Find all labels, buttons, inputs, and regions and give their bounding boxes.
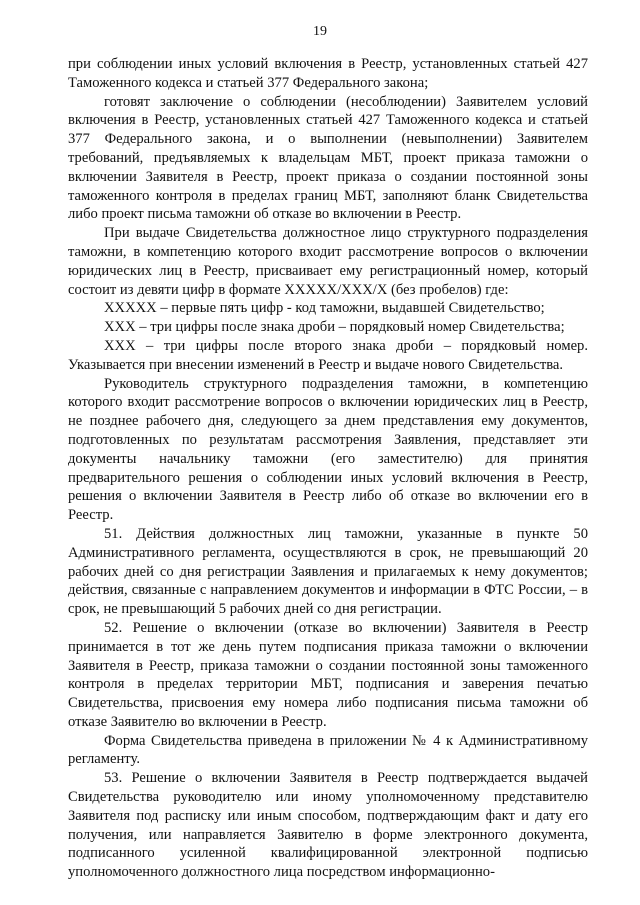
paragraph: 51. Действия должностных лиц таможни, указанные в пункте 50 Административного регламента, осуществляются в срок, не превышающий 20 рабочих дней со дня регистрации Заявления и прилагаемых к нему документов; действия, связанные с направлением документов и информации в ФТС России, – в срок, не превышающий 5 рабочих дней со дня регистрации. — [68, 525, 588, 618]
paragraph: При выдаче Свидетельства должностное лицо структурного подразделения таможни, в компетенцию которого входит рассмотрение вопросов о включении юридических лиц в Реестр, присваивает ему регистрационный номер, который состоит из девяти цифр в формате XXXXX/XXX/X (без пробелов) где: — [68, 225, 588, 298]
paragraph: Форма Свидетельства приведена в приложении № 4 к Административному регламенту. — [68, 732, 588, 768]
page-number: 19 — [313, 24, 327, 39]
paragraph: Руководитель структурного подразделения таможни, в компетенцию которого входит рассмотрение вопросов о включении юридических лиц в Реестр, не позднее рабочего дня, следующего за днем представления ему документов, подготовленных по результатам рассмотрения Заявления, представляет эти документы начальнику таможни (его заместителю) для принятия предварительного решения о соблюдении иных условий включения в Реестр, решения о включении Заявителя в Реестр либо об отказе во включении его в Реестр. — [68, 375, 588, 524]
paragraph: XXX – три цифры после знака дроби – порядковый номер Свидетельства; — [104, 319, 565, 336]
paragraph: при соблюдении иных условий включения в Реестр, установленных статьей 427 Таможенного кодекса и статьей 377 Федерального закона; — [68, 56, 588, 91]
paragraph: готовят заключение о соблюдении (несоблюдении) Заявителем условий включения в Реестр, установленных статьей 427 Таможенного кодекса и статьей 377 Федерального закона, и о выполнении (невыполнении) Заявителем требований, предъявляемых к владельцам МБТ, проект приказа таможни о включении Заявителя в Реестр, проект приказа о создании постоянной зоны таможенного контроля в пределах границ МБТ, заполняют бланк Свидетельства либо проект письма таможни об отказе во включении в Реестр. — [68, 93, 588, 223]
paragraph: 52. Решение о включении (отказе во включении) Заявителя в Реестр принимается в тот же день путем подписания приказа таможни о включении Заявителя в Реестр, приказа таможни о создании постоянной зоны таможенного контроля в пределах территории МБТ, подписания и заверения печатью Свидетельства, присвоения ему номера либо подписания письма таможни об отказе Заявителю во включении в Реестр. — [68, 619, 588, 730]
paragraph: XXX – три цифры после второго знака дроби – порядковый номер. Указывается при внесении изменений в Реестр и выдаче нового Свидетельства. — [68, 337, 588, 373]
document-body — [68, 55, 588, 882]
paragraph: 53. Решение о включении Заявителя в Реестр подтверждается выдачей Свидетельства руководителю или иному уполномоченному представителю Заявителя под расписку или иным способом, подтверждающим факт и дату его получения, или направляется Заявителю в форме электронного документа, подписанного усиленной квалифицированной электронной подписью уполномоченного должностного лица посредством информационно- — [68, 770, 588, 881]
paragraph: XXXXX – первые пять цифр - код таможни, выдавшей Свидетельство; — [104, 300, 545, 317]
